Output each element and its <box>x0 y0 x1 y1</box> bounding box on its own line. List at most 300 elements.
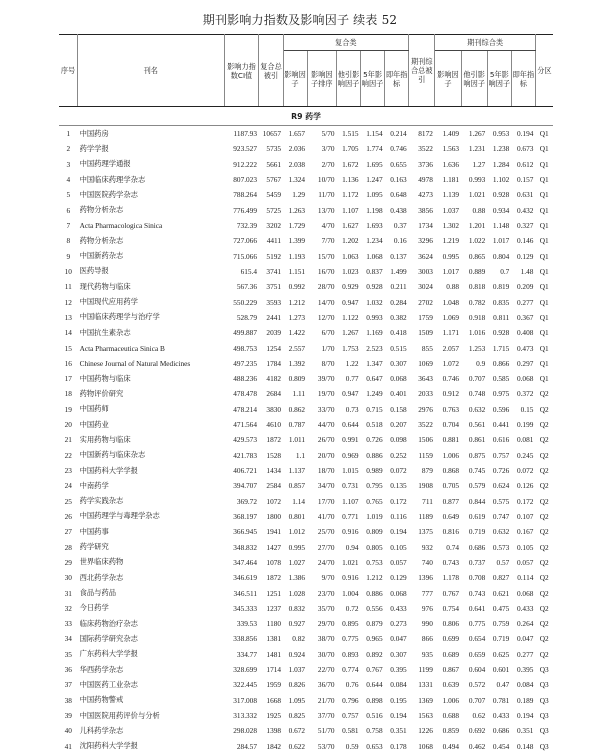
cell-ci: 298.028 <box>233 726 257 736</box>
cell-j-5y-if: 0.57 <box>496 557 510 567</box>
cell-zone: Q2 <box>539 481 549 491</box>
cell-zone: Q1 <box>539 297 549 307</box>
cell-ci: 923.527 <box>233 144 257 154</box>
cell-name: 中国药师 <box>79 404 109 414</box>
cell-ci: 567.36 <box>236 282 257 292</box>
section-heading: R9 药学 <box>59 107 553 126</box>
cell-j-other-if: 0.572 <box>468 680 486 690</box>
cell-total-cites: 1381 <box>266 634 282 644</box>
cell-c-immediacy: 0.252 <box>390 450 407 460</box>
cell-c-immediacy: 0.098 <box>390 435 407 445</box>
cell-zone: Q2 <box>539 435 549 445</box>
cell-j-immediacy: 0.081 <box>516 435 534 445</box>
cell-c-immediacy: 0.515 <box>390 343 407 353</box>
cell-seq: 4 <box>66 175 71 185</box>
cell-total-cites: 5661 <box>266 159 282 169</box>
cell-c-if: 0.787 <box>288 420 306 430</box>
cell-c-if: 1.29 <box>292 190 306 200</box>
cell-c-immediacy: 0.172 <box>390 496 407 506</box>
cell-c-if-rank: 12/70 <box>317 312 335 322</box>
cell-j-other-if: 0.993 <box>468 175 486 185</box>
cell-j-5y-if: 0.811 <box>493 312 510 322</box>
cell-j-total-cites: 1189 <box>418 511 433 521</box>
cell-c-if-rank: 11/70 <box>318 190 335 200</box>
cell-c-if: 0.825 <box>288 711 306 721</box>
table-row <box>59 693 553 708</box>
cell-zone: Q1 <box>539 312 549 322</box>
cell-j-5y-if: 0.616 <box>492 435 510 445</box>
cell-c-immediacy: 0.351 <box>390 726 407 736</box>
cell-name: 药学学报 <box>79 143 109 153</box>
cell-c-if-rank: 17/70 <box>317 496 335 506</box>
cell-j-immediacy: 0.264 <box>516 619 534 629</box>
cell-c-5y-if: 1.198 <box>366 205 383 215</box>
cell-c-other-if: 1.753 <box>342 343 359 353</box>
cell-c-immediacy: 0.135 <box>390 481 407 491</box>
cell-j-total-cites: 1908 <box>418 481 433 491</box>
cell-j-other-if: 0.88 <box>472 205 486 215</box>
cell-zone: Q2 <box>539 420 549 430</box>
cell-zone: Q3 <box>539 695 549 705</box>
cell-c-5y-if: 1.169 <box>366 328 383 338</box>
cell-name: 儿科药学杂志 <box>79 725 124 735</box>
cell-c-5y-if: 0.809 <box>366 527 383 537</box>
cell-seq: 33 <box>64 619 72 629</box>
cell-total-cites: 5192 <box>266 251 282 261</box>
cell-c-if: 1.263 <box>288 205 306 215</box>
cell-j-other-if: 0.462 <box>468 741 486 751</box>
cell-j-other-if: 1.022 <box>468 236 486 246</box>
table-row <box>59 494 553 509</box>
cell-ci: 499.887 <box>233 328 257 338</box>
cell-j-immediacy: 0.473 <box>516 343 534 353</box>
impact-factor-table <box>59 34 553 754</box>
cell-total-cites: 1872 <box>266 573 282 583</box>
cell-j-other-if: 0.632 <box>468 404 486 414</box>
cell-j-total-cites: 1331 <box>418 680 433 690</box>
cell-j-other-if: 0.782 <box>468 297 486 307</box>
cell-seq: 27 <box>64 527 72 537</box>
cell-c-if: 1.151 <box>288 266 306 276</box>
cell-j-immediacy: 0.107 <box>516 511 534 521</box>
cell-c-if-rank: 21/70 <box>317 695 335 705</box>
cell-c-immediacy: 0.16 <box>393 236 407 246</box>
cell-seq: 7 <box>66 221 71 231</box>
cell-j-if: 1.563 <box>442 144 460 154</box>
cell-c-if-rank: 38/70 <box>317 634 335 644</box>
cell-name: 实用药物与临床 <box>79 434 131 444</box>
cell-c-if: 1.027 <box>288 557 306 567</box>
cell-c-immediacy: 0.137 <box>390 251 407 261</box>
cell-j-if: 0.688 <box>442 711 460 721</box>
cell-c-5y-if: 1.247 <box>366 175 383 185</box>
cell-c-other-if: 0.77 <box>345 374 359 384</box>
cell-c-if: 1.011 <box>288 435 306 445</box>
cell-c-if: 0.857 <box>288 481 306 491</box>
cell-j-other-if: 0.707 <box>468 695 486 705</box>
cell-j-other-if: 0.561 <box>468 420 486 430</box>
cell-ci: 776.499 <box>233 205 257 215</box>
cell-j-total-cites: 1375 <box>418 527 433 537</box>
cell-c-other-if: 1.267 <box>342 328 359 338</box>
cell-seq: 17 <box>64 374 72 384</box>
table-row <box>59 601 553 616</box>
cell-ci: 788.264 <box>233 190 257 200</box>
header-c-immediacy: 即年指标 <box>385 51 409 107</box>
table-row <box>59 432 553 447</box>
cell-j-total-cites: 3522 <box>418 144 433 154</box>
header-total-cites: 复合总被引 <box>259 35 283 107</box>
cell-total-cites: 1427 <box>266 542 282 552</box>
cell-j-other-if: 0.737 <box>468 557 486 567</box>
cell-c-if-rank: 25/70 <box>317 527 335 537</box>
cell-j-immediacy: 0.367 <box>516 312 534 322</box>
cell-j-total-cites: 711 <box>422 496 433 506</box>
cell-j-if: 0.806 <box>442 619 460 629</box>
cell-c-other-if: 1.004 <box>342 588 359 598</box>
cell-total-cites: 1959 <box>266 680 282 690</box>
table-row <box>59 739 553 754</box>
cell-j-total-cites: 1068 <box>418 741 433 751</box>
cell-c-immediacy: 0.418 <box>390 328 407 338</box>
cell-zone: Q2 <box>539 450 549 460</box>
cell-c-if: 0.832 <box>288 603 306 613</box>
cell-j-other-if: 0.579 <box>468 481 486 491</box>
cell-zone: Q3 <box>539 680 549 690</box>
cell-name: 中南药学 <box>79 480 109 490</box>
table-row <box>59 294 553 309</box>
cell-c-if: 1.14 <box>292 496 306 506</box>
cell-total-cites: 4182 <box>266 374 282 384</box>
cell-c-if-rank: 13/70 <box>317 205 335 215</box>
cell-c-immediacy: 0.37 <box>393 221 407 231</box>
cell-j-if: 0.877 <box>442 496 460 506</box>
cell-zone: Q1 <box>539 205 549 215</box>
cell-total-cites: 1078 <box>266 557 282 567</box>
cell-seq: 13 <box>64 312 72 322</box>
cell-j-if: 0.639 <box>442 680 460 690</box>
cell-j-total-cites: 1069 <box>418 358 433 368</box>
cell-total-cites: 1714 <box>266 665 282 675</box>
cell-c-5y-if: 1.019 <box>366 511 383 521</box>
cell-j-other-if: 1.27 <box>472 159 486 169</box>
cell-j-total-cites: 3296 <box>418 236 433 246</box>
cell-j-total-cites: 866 <box>421 634 433 644</box>
cell-c-if: 1.729 <box>288 221 306 231</box>
cell-j-other-if: 0.62 <box>472 711 486 721</box>
table-row <box>59 662 553 677</box>
table-row <box>59 708 553 723</box>
cell-j-if: 0.767 <box>442 588 460 598</box>
cell-name: 中国药房 <box>79 128 109 138</box>
cell-ci: 345.333 <box>233 603 257 613</box>
cell-name: 中国临床药理学杂志 <box>79 174 146 184</box>
cell-j-5y-if: 1.284 <box>492 159 510 169</box>
cell-c-5y-if: 0.753 <box>366 557 383 567</box>
cell-c-other-if: 0.771 <box>342 511 359 521</box>
cell-c-if-rank: 15/70 <box>317 251 335 261</box>
cell-c-other-if: 0.893 <box>342 649 359 659</box>
cell-c-if-rank: 7/70 <box>321 236 335 246</box>
cell-j-immediacy: 0.395 <box>516 665 534 675</box>
cell-c-5y-if: 0.653 <box>366 741 383 751</box>
table-row <box>59 340 553 355</box>
cell-c-if: 0.862 <box>288 404 306 414</box>
cell-total-cites: 1784 <box>266 358 282 368</box>
cell-ci: 328.699 <box>233 665 257 675</box>
cell-j-immediacy: 0.15 <box>520 404 534 414</box>
cell-j-immediacy: 1.48 <box>520 266 534 276</box>
cell-ci: 528.79 <box>236 312 257 322</box>
cell-j-other-if: 0.748 <box>468 389 486 399</box>
cell-c-if-rank: 6/70 <box>321 328 335 338</box>
cell-c-if: 1.386 <box>288 573 306 583</box>
cell-c-if-rank: 18/70 <box>317 466 335 476</box>
cell-j-5y-if: 0.475 <box>492 603 510 613</box>
cell-j-if: 1.181 <box>442 175 460 185</box>
cell-j-if: 0.816 <box>442 527 460 537</box>
cell-c-if-rank: 27/70 <box>317 542 335 552</box>
cell-zone: Q2 <box>539 496 549 506</box>
cell-c-other-if: 0.581 <box>342 726 359 736</box>
cell-zone: Q3 <box>539 665 549 675</box>
cell-c-immediacy: 0.068 <box>390 374 407 384</box>
cell-j-total-cites: 3522 <box>418 420 433 430</box>
cell-ci: 732.39 <box>236 221 257 231</box>
cell-j-total-cites: 2702 <box>418 297 433 307</box>
cell-j-if: 1.072 <box>442 358 460 368</box>
cell-c-if: 0.809 <box>288 374 306 384</box>
cell-total-cites: 3593 <box>266 297 282 307</box>
table-row <box>59 539 553 554</box>
cell-c-5y-if: 1.068 <box>366 251 383 261</box>
cell-seq: 41 <box>64 741 72 751</box>
table-header <box>59 35 553 107</box>
cell-zone: Q2 <box>539 634 549 644</box>
cell-j-if: 0.754 <box>442 603 460 613</box>
cell-seq: 2 <box>66 144 71 154</box>
cell-j-immediacy: 0.433 <box>516 603 534 613</box>
cell-name: 广东药科大学学报 <box>79 649 138 659</box>
cell-c-other-if: 0.644 <box>342 420 359 430</box>
cell-zone: Q2 <box>539 557 549 567</box>
table-row <box>59 126 553 142</box>
cell-seq: 34 <box>64 634 72 644</box>
cell-j-total-cites: 4978 <box>418 175 433 185</box>
cell-j-immediacy: 0.129 <box>516 251 534 261</box>
table-row <box>59 233 553 248</box>
cell-total-cites: 1254 <box>266 343 282 353</box>
cell-c-immediacy: 0.084 <box>390 680 407 690</box>
cell-c-5y-if: 0.644 <box>366 680 383 690</box>
cell-j-total-cites: 8172 <box>418 129 433 139</box>
cell-seq: 10 <box>64 266 72 276</box>
cell-c-if: 2.036 <box>288 144 306 154</box>
cell-c-if: 1.399 <box>288 236 306 246</box>
cell-c-other-if: 0.947 <box>342 297 359 307</box>
cell-j-5y-if: 0.781 <box>492 695 510 705</box>
cell-c-if-rank: 39/70 <box>317 374 335 384</box>
cell-seq: 36 <box>64 665 72 675</box>
cell-j-immediacy: 0.245 <box>516 450 534 460</box>
cell-name: 华西药学杂志 <box>79 664 124 674</box>
cell-j-other-if: 0.604 <box>468 665 486 675</box>
cell-c-immediacy: 0.395 <box>390 665 407 675</box>
cell-c-immediacy: 0.105 <box>390 542 407 552</box>
cell-c-immediacy: 0.194 <box>390 527 407 537</box>
cell-c-if-rank: 37/70 <box>317 711 335 721</box>
header-journal-total-cites: 期刊综合总被引 <box>409 35 435 107</box>
cell-j-if: 0.704 <box>442 420 460 430</box>
table-row <box>59 616 553 631</box>
cell-name: 食品与药品 <box>79 588 117 598</box>
cell-c-immediacy: 0.207 <box>390 420 407 430</box>
cell-total-cites: 5459 <box>266 190 282 200</box>
cell-j-total-cites: 740 <box>421 557 433 567</box>
cell-c-immediacy: 0.195 <box>390 695 407 705</box>
cell-seq: 19 <box>64 404 72 414</box>
cell-ci: 807.023 <box>233 175 257 185</box>
cell-total-cites: 2441 <box>266 312 282 322</box>
cell-j-if: 2.057 <box>442 343 460 353</box>
table-row <box>59 631 553 646</box>
cell-c-if: 1.273 <box>288 312 306 322</box>
cell-j-other-if: 1.231 <box>468 144 486 154</box>
table-row <box>59 371 553 386</box>
cell-ci: 498.753 <box>233 343 257 353</box>
cell-total-cites: 4411 <box>266 236 282 246</box>
cell-name: 中国现代应用药学 <box>79 297 138 307</box>
cell-c-5y-if: 0.965 <box>366 634 383 644</box>
header-j-5y-if: 5年影响因子 <box>487 51 511 107</box>
cell-c-if-rank: 29/70 <box>317 619 335 629</box>
cell-c-if-rank: 20/70 <box>317 450 335 460</box>
cell-j-5y-if: 0.804 <box>492 251 510 261</box>
cell-ci: 912.222 <box>233 159 257 169</box>
cell-seq: 39 <box>64 711 72 721</box>
cell-c-5y-if: 1.095 <box>366 190 383 200</box>
cell-c-other-if: 1.22 <box>345 358 359 368</box>
table-row <box>59 141 553 156</box>
cell-total-cites: 1398 <box>266 726 282 736</box>
cell-ci: 334.77 <box>236 649 257 659</box>
cell-name: 药学研究 <box>79 542 109 552</box>
table-row <box>59 677 553 692</box>
cell-name: 中国药物警戒 <box>79 695 124 705</box>
cell-seq: 28 <box>64 542 72 552</box>
cell-total-cites: 1434 <box>266 466 282 476</box>
cell-j-5y-if: 0.686 <box>492 726 510 736</box>
cell-j-immediacy: 0.199 <box>516 420 534 430</box>
cell-j-immediacy: 0.277 <box>516 297 534 307</box>
cell-total-cites: 3202 <box>266 221 282 231</box>
cell-j-total-cites: 990 <box>421 619 433 629</box>
cell-c-other-if: 1.672 <box>342 159 359 169</box>
cell-seq: 23 <box>64 466 72 476</box>
cell-ci: 394.707 <box>233 481 257 491</box>
table-row <box>59 218 553 233</box>
header-c-5y-if: 5年影响因子 <box>361 51 385 107</box>
cell-c-immediacy: 0.401 <box>390 389 407 399</box>
cell-c-other-if: 1.021 <box>342 557 359 567</box>
cell-j-other-if: 0.745 <box>468 466 486 476</box>
cell-c-other-if: 0.59 <box>345 741 359 751</box>
cell-j-immediacy: 0.209 <box>516 282 534 292</box>
header-c-other-if: 他引影响因子 <box>337 51 361 107</box>
cell-seq: 6 <box>66 205 71 215</box>
cell-j-if: 0.868 <box>442 466 460 476</box>
cell-j-total-cites: 1734 <box>418 221 433 231</box>
cell-j-5y-if: 0.819 <box>492 282 510 292</box>
cell-zone: Q3 <box>539 741 549 751</box>
cell-c-if: 1.324 <box>288 175 306 185</box>
cell-j-5y-if: 0.747 <box>492 511 510 521</box>
cell-zone: Q1 <box>539 190 549 200</box>
header-ci: 影响力指数CI值 <box>224 35 259 107</box>
table-body <box>59 126 553 754</box>
cell-j-other-if: 0.875 <box>468 450 486 460</box>
header-composite-group: 复合类 <box>283 35 409 51</box>
cell-c-if: 1.11 <box>292 389 306 399</box>
cell-seq: 22 <box>64 450 72 460</box>
cell-name: 中国新药与临床杂志 <box>79 450 146 460</box>
cell-c-5y-if: 0.795 <box>366 481 383 491</box>
table-row <box>59 264 553 279</box>
cell-c-immediacy: 1.499 <box>390 266 407 276</box>
cell-zone: Q1 <box>539 328 549 338</box>
table-row <box>59 172 553 187</box>
cell-total-cites: 5735 <box>266 144 282 154</box>
cell-j-other-if: 0.9 <box>476 358 486 368</box>
cell-ci: 339.53 <box>236 619 257 629</box>
cell-total-cites: 1481 <box>266 649 282 659</box>
cell-name: 西北药学杂志 <box>79 572 124 582</box>
cell-total-cites: 1180 <box>266 619 282 629</box>
cell-total-cites: 1668 <box>266 695 282 705</box>
cell-j-other-if: 0.619 <box>468 511 486 521</box>
cell-c-if: 0.672 <box>288 726 306 736</box>
cell-zone: Q1 <box>539 221 549 231</box>
table-row <box>59 463 553 478</box>
cell-name: Acta Pharmaceutica Sinica B <box>79 343 165 353</box>
cell-c-5y-if: 1.695 <box>366 159 383 169</box>
cell-c-if-rank: 51/70 <box>317 726 335 736</box>
cell-total-cites: 2684 <box>266 389 282 399</box>
cell-j-if: 1.409 <box>442 129 460 139</box>
cell-zone: Q1 <box>539 159 549 169</box>
cell-j-5y-if: 0.601 <box>492 665 510 675</box>
header-journal-group: 期刊综合类 <box>435 35 536 51</box>
cell-j-other-if: 1.267 <box>468 129 486 139</box>
cell-j-immediacy: 0.126 <box>516 481 534 491</box>
cell-j-if: 1.037 <box>442 205 460 215</box>
cell-j-other-if: 0.659 <box>468 649 486 659</box>
cell-j-5y-if: 1.715 <box>492 343 510 353</box>
cell-j-5y-if: 0.632 <box>492 527 510 537</box>
cell-name: 药物评价研究 <box>79 388 124 398</box>
cell-c-immediacy: 0.214 <box>390 129 407 139</box>
table-row <box>59 356 553 371</box>
cell-total-cites: 3741 <box>266 266 282 276</box>
cell-c-immediacy: 0.382 <box>390 312 407 322</box>
cell-j-5y-if: 0.573 <box>492 542 510 552</box>
table-row <box>59 187 553 202</box>
cell-c-if: 1.193 <box>288 251 306 261</box>
cell-j-total-cites: 3736 <box>418 159 433 169</box>
cell-j-other-if: 0.641 <box>468 603 486 613</box>
cell-total-cites: 2039 <box>266 328 282 338</box>
cell-j-immediacy: 0.084 <box>516 680 534 690</box>
